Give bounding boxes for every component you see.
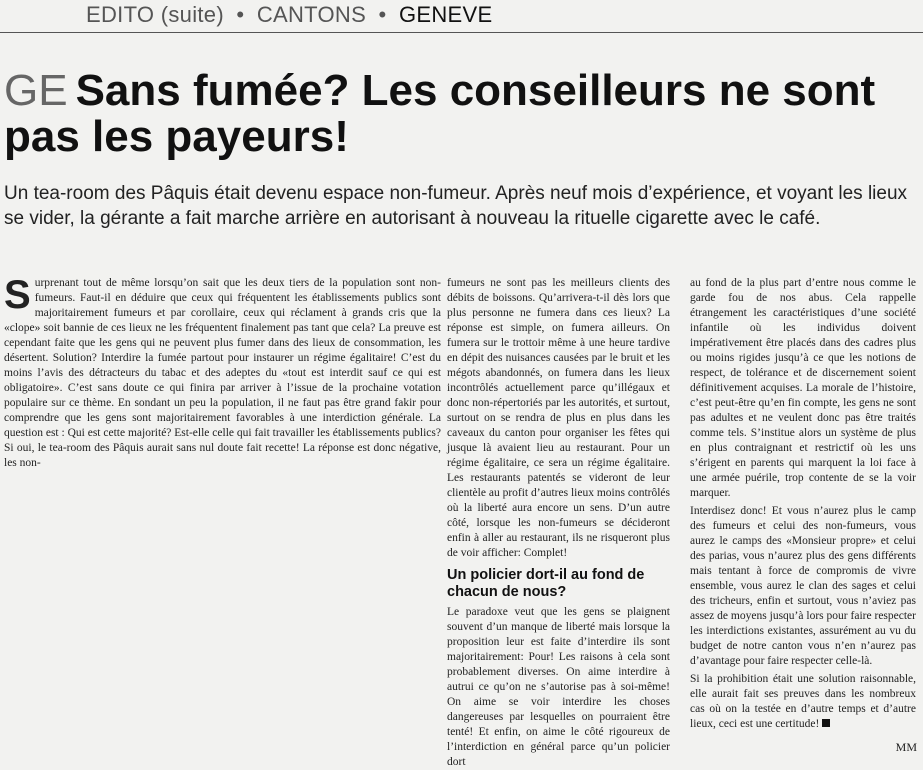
drop-cap: S bbox=[4, 273, 31, 317]
article-column-2 bbox=[447, 276, 670, 768]
column-2-text-b: Le paradoxe veut que les gens se plaignent souvent d’un manque de liberté mais lorsque la proposition leur est faite d’interdire ils sont majoritairement: Pour! Les raisons à cela sont probablement diverses. On aime interdire à autrui ce qu’on ne s’autorise pas à soi-même! On aime se voir interdire les choses dangereuses par lesquelles on pourraient être tenté! Et enfin, on aime le côté rigoureux de l’interdiction en général parce qu’un policier dort bbox=[447, 606, 670, 768]
column-2-text: fumeurs ne sont pas les meilleurs clients des débits de boissons. Qu’arrivera-t-il dès lors que plus personne ne fumera dans ces lieux? La réponse est simple, on fumera ailleurs. On fumera sur le trottoir même à une heure tardive en dépit des nuisances causées par le bruit et les mégots abandonnés, on fumera dans les lieux incontrôlés actuellement parce qu’illégaux et donc non-répertoriés par les autorités, et surtout, surtout on se rendra de plus en plus dans les caveaux du canton pour organiser les fêtes qui jusque là avaient lieu au restaurant. Pour un régime égalitaire, ce sera un régime égalitaire. Les restaurants patentés se videront de leur clientèle au profit d’autres lieux moins contrôlés où la liberté aura encore un sens. D’un autre côté, lorsque les non-fumeurs se décideront enfin à aller au restaurant, ils ne risqueront plus de voir afficher: Complet! bbox=[447, 277, 670, 559]
column-3-para-3: Si la prohibition était une solution raisonnable, elle aurait fait ses preuves dans les nombreux cas où on la testée en d’autre temps et d’autre lieux, ceci est une certitude! bbox=[690, 673, 916, 730]
category-label: CANTONS bbox=[256, 2, 367, 27]
column-1-text: urprenant tout de même lorsqu’on sait que les deux tiers de la population sont non-fumeurs. Faut-il en déduire que ceux qui fréquentent les établissements publics sont majoritairement fumeurs et par corollaire, ceux qui réclament à grands cris que la «clope» soit bannie de ces lieux ne les fréquentent finalement pas tant que cela? La preuve est cependant faite que les gens qui ne peuvent plus fumer dans des lieux de consommation, les désertent. Solution? Interdire la fumée partout pour instaurer un régime égalitaire! C’est du moins l’avis des détracteurs du tabac et des adeptes du «tout est interdit sauf ce qui est obligatoire». C’est sans doute ce qui finira par arriver à l’issue de la prochaine votation populaire sur ce thème. En sondant un peu la population, il ne faut pas être grand fakir pour comprendre que les gens sont majoritairement favorables à une interdiction générale. La question est : Qui est cette majorité? Est-elle celle qui fait travailler les établissements publics? Si oui, le tea-room des Pâquis aurait sans nul doute fait recette! La réponse est donc négative, les non- bbox=[4, 277, 441, 469]
header-separator: • bbox=[236, 2, 245, 27]
city-label: GENEVE bbox=[398, 2, 493, 27]
article-column-3 bbox=[690, 276, 916, 746]
headline: Sans fumée? Les conseilleurs ne sont pas les payeurs! bbox=[4, 66, 876, 161]
article-subhead: Un policier dort-il au fond de chacun de nous? bbox=[447, 567, 645, 600]
article-column-1 bbox=[4, 273, 441, 476]
header-rule bbox=[0, 32, 923, 33]
article-lead: Un tea-room des Pâquis était devenu espace non-fumeur. Après neuf mois d’expérience, et voyant les lieux se vider, la gérante a fait marche arrière en autorisant à nouveau la rituelle cigarette avec le café. bbox=[4, 183, 908, 229]
section-header bbox=[86, 2, 492, 28]
author-signature: MM bbox=[895, 740, 917, 754]
column-3-para-2: Interdisez donc! Et vous n’aurez plus le camp des fumeurs et celui des non-fumeurs, vous aurez le camps des «Monsieur propre» et celui des parias, vous n’aurez plus des gens différents mais tentant à force de compromis de vivre ensemble, vous aurez le clan des sages et celui des tricheurs, enfin et surtout, vous n’aviez pas assez de moyens jusqu’à lors pour faire respecter les interdictions existantes, assurément au vu du budget de notre canton vous n’en n’aurez pas d’avantage pour faire respecter celle-là. bbox=[690, 505, 916, 667]
header-separator-2: • bbox=[378, 2, 387, 27]
canton-code: GE bbox=[4, 66, 68, 115]
article-title bbox=[4, 68, 919, 160]
section-label: EDITO (suite) bbox=[86, 2, 224, 27]
column-3-para-1: au fond de la plus part d’entre nous comme le garde fou de nos abus. Cela rappelle étrangement les caractéristiques d’une société infantile où les individus doivent impérativement être placés dans des cadres plus ou moins rigides jusqu’à ce que les notions de respect, de tolérance et de discernement soient définitivement acquises. La morale de l’histoire, c’est peut-être qu’en fin compte, les gens ne sont pas adultes et ne veulent donc pas être traités comme tels. S’institue alors un système de plus en plus contraignant et restrictif où les uns s’érigent en parents qui marquent la loi face à une armée puérile, trop contente de se la voir marquer. bbox=[690, 277, 916, 499]
end-mark-icon bbox=[822, 719, 830, 727]
